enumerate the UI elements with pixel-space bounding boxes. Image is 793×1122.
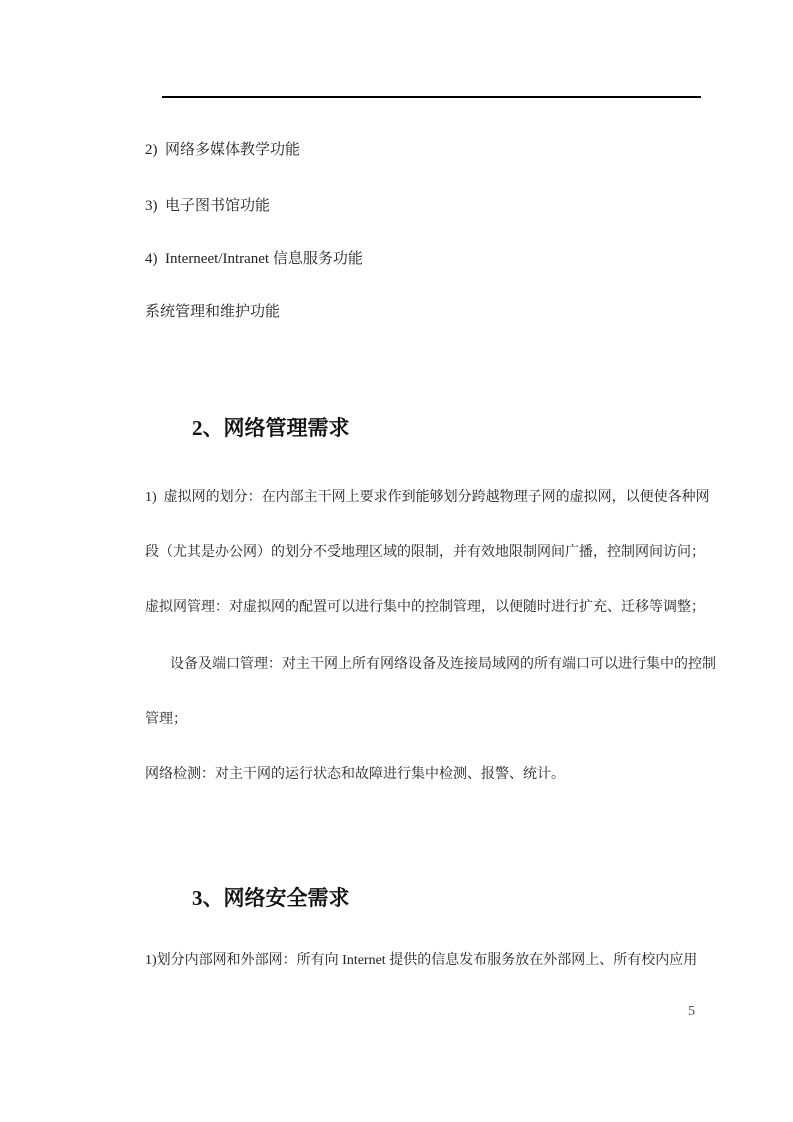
paragraph-line-network-monitoring: 网络检测：对主干网的运行状态和故障进行集中检测、报警、统计。 — [145, 767, 565, 782]
section-heading-network-management: 2、网络管理需求 — [192, 416, 350, 440]
list-item-network-multimedia: 2) 网络多媒体教学功能 — [145, 142, 300, 158]
paragraph-line-vlan-management: 虚拟网管理：对虚拟网的配置可以进行集中的控制管理，以便随时进行扩充、迁移等调整； — [145, 600, 705, 615]
section-heading-network-security: 3、网络安全需求 — [192, 886, 350, 910]
paragraph-line-vlan-1: 1) 虚拟网的划分：在内部主干网上要求作到能够划分跨越物理子网的虚拟网，以便使各种网 — [145, 490, 710, 505]
paragraph-line-device-port-1: 设备及端口管理：对主干网上所有网络设备及连接局域网的所有端口可以进行集中的控制 — [170, 657, 716, 672]
list-item-system-maintenance: 系统管理和维护功能 — [145, 304, 281, 320]
list-item-internet-intranet: 4) Interneet/Intranet 信息服务功能 — [145, 251, 363, 267]
header-rule — [162, 96, 701, 98]
list-item-e-library: 3) 电子图书馆功能 — [145, 198, 270, 214]
paragraph-line-internal-external-network: 1)划分内部网和外部网：所有向 Internet 提供的信息发布服务放在外部网上、所有校内应用 — [145, 953, 698, 968]
paragraph-line-vlan-2: 段（尤其是办公网）的划分不受地理区域的限制，并有效地限制网间广播，控制网间访问； — [145, 545, 705, 560]
paragraph-line-device-port-2: 管理； — [145, 712, 187, 727]
page-number: 5 — [688, 1004, 695, 1019]
